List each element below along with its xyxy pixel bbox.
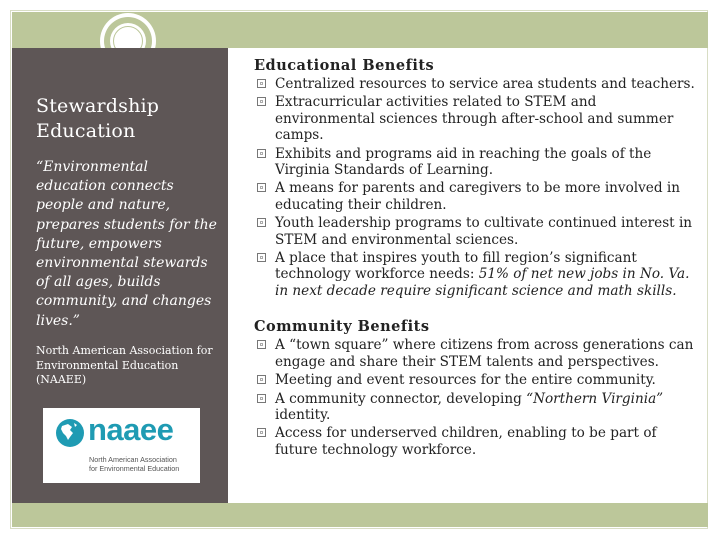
logo-subtitle-line1: North American Association xyxy=(89,455,177,464)
educational-benefits-heading: Educational Benefits xyxy=(254,57,435,74)
community-benefits-list xyxy=(254,337,700,458)
checkbox-bullet-icon xyxy=(257,97,266,106)
community-benefits-heading: Community Benefits xyxy=(254,318,430,336)
main-content xyxy=(254,56,700,460)
list-item: Meeting and event resources for the entire community. xyxy=(254,372,700,388)
logo-wordmark: naaee xyxy=(88,412,174,447)
jobs-statistic: 51% of net new jobs in No. Va. in next decade require significant science and math skills. xyxy=(275,266,690,299)
checkbox-bullet-icon xyxy=(257,253,266,262)
list-item: A “town square” where citizens from across generations can engage and share their STEM talents and perspectives. xyxy=(254,337,700,370)
checkbox-bullet-icon xyxy=(257,218,266,227)
list-item: A community connector, developing “Northern Virginia” identity. xyxy=(254,391,700,424)
list-item: Access for underserved children, enabling to be part of future technology workforce. xyxy=(254,425,700,458)
sidebar xyxy=(12,48,228,503)
list-item: Centralized resources to service area students and teachers. xyxy=(254,76,700,92)
checkbox-bullet-icon xyxy=(257,428,266,437)
list-item: A place that inspires youth to fill region’s significant technology workforce needs: 51% of net new jobs in No. Va. in next decade require significant science and math skills. xyxy=(254,250,700,299)
north-america-globe-icon xyxy=(55,418,85,448)
logo-subtitle-line2: for Environmental Education xyxy=(89,464,180,473)
list-item: Exhibits and programs aid in reaching the goals of the Virginia Standards of Learning. xyxy=(254,146,700,179)
checkbox-bullet-icon xyxy=(257,183,266,192)
checkbox-bullet-icon xyxy=(257,340,266,349)
checkbox-bullet-icon xyxy=(257,394,266,403)
sidebar-source: North American Association for Environmental Education (NAAEE) xyxy=(36,344,213,386)
sidebar-quote: “Environmental education connects people and nature, prepares students for the future, empowers environmental stewards of all ages, builds community, and changes lives.” xyxy=(36,159,217,329)
northern-virginia-emphasis: “Northern Virginia” xyxy=(526,390,664,407)
naaee-logo xyxy=(43,408,200,483)
list-item: Youth leadership programs to cultivate continued interest in STEM and environmental sciences. xyxy=(254,215,700,248)
list-item: Extracurricular activities related to STEM and environmental sciences through after-school and summer camps. xyxy=(254,94,700,143)
checkbox-bullet-icon xyxy=(257,79,266,88)
sidebar-title: Stewardship Education xyxy=(36,95,160,142)
checkbox-bullet-icon xyxy=(257,149,266,158)
bottom-band xyxy=(12,503,708,527)
educational-benefits-list xyxy=(254,76,700,299)
list-item: A means for parents and caregivers to be more involved in educating their children. xyxy=(254,180,700,213)
checkbox-bullet-icon xyxy=(257,375,266,384)
